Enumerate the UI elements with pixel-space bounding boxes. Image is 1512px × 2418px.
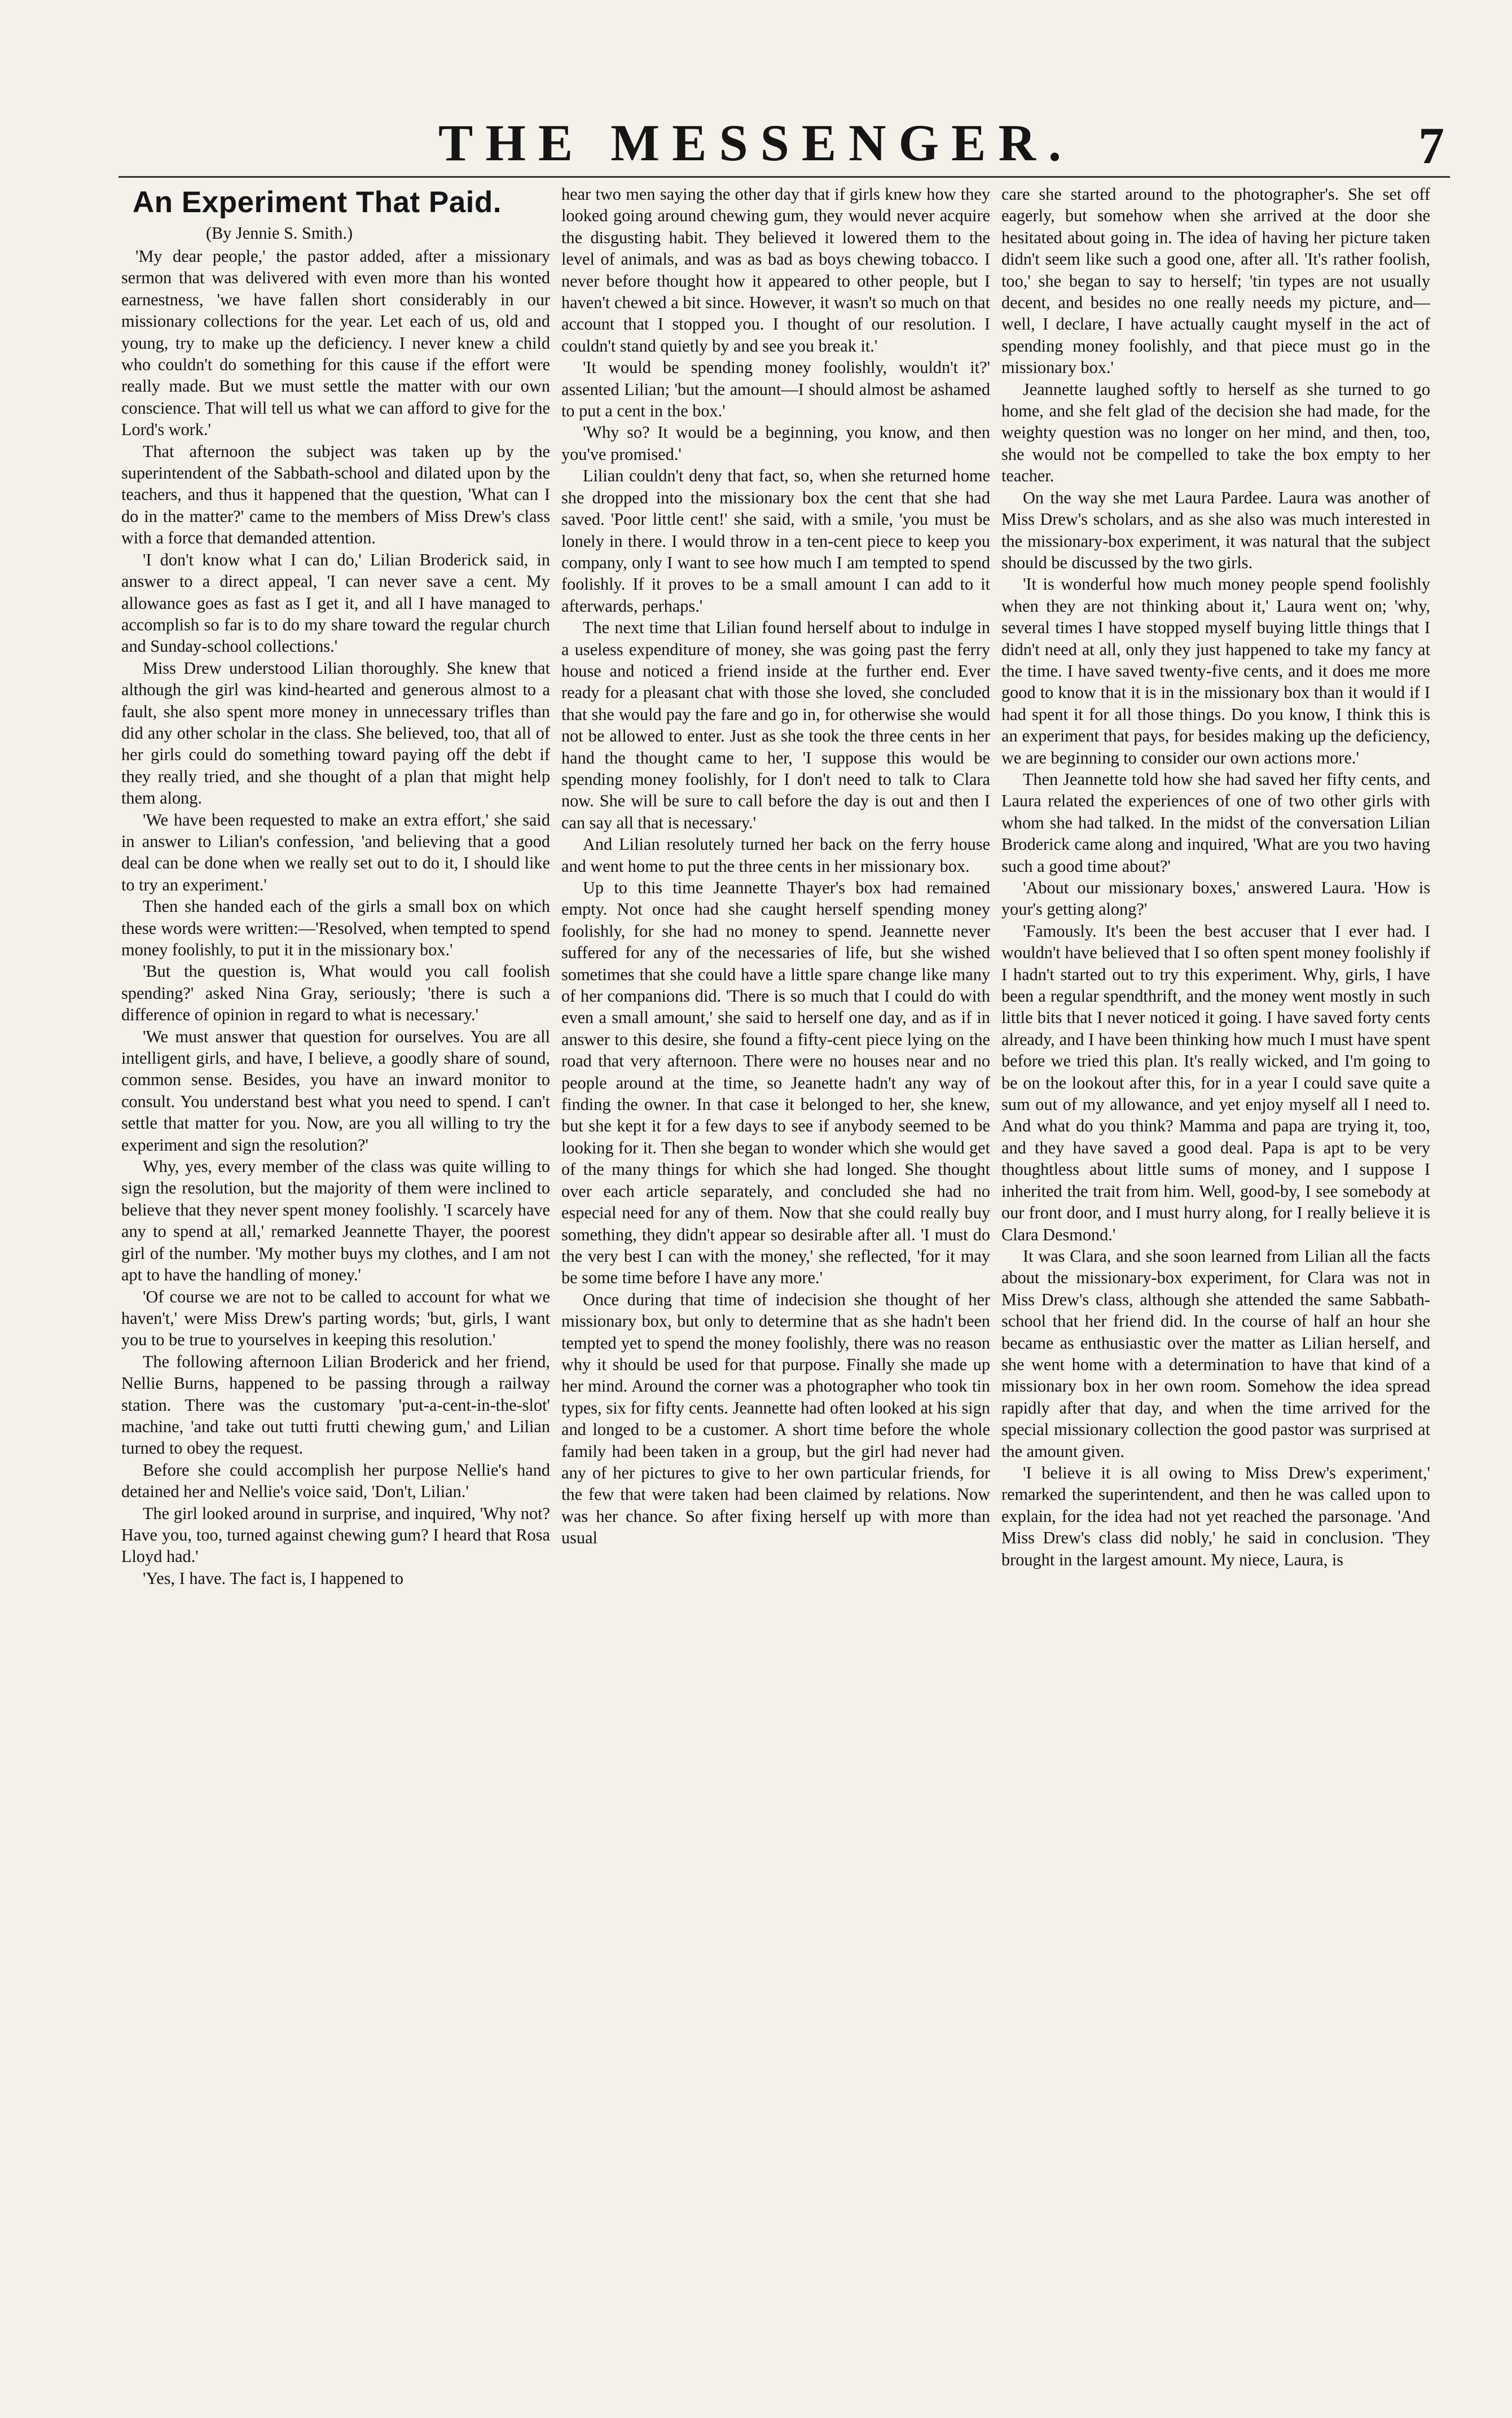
column-2 bbox=[561, 183, 990, 2398]
paragraph: Then she handed each of the girls a small box on which these words were written:—'Resolved, when tempted to spend money foolishly, to put it in the missionary box.' bbox=[121, 897, 550, 959]
paragraph: 'Why so? It would be a beginning, you know, and then you've promised.' bbox=[561, 423, 990, 464]
paragraph: hear two men saying the other day that if girls knew how they looked going around chewing gum, they would never acquire the disgusting habit. They believed it lowered them to the level of animals, and was as bad as boys chewing tobacco. I never before thought how it appeared to other people, but I haven't chewed a bit since. However, it wasn't so much on that account that I stopped you. I thought of our resolution. I couldn't stand quietly by and see you break it.' bbox=[561, 185, 990, 356]
paragraph: The next time that Lilian found herself about to indulge in a useless expenditure of money, she was going past the ferry house and noticed a friend inside at the further end. Ever ready for a pleasant chat with those she loved, she concluded that she would pay the fare and go in, for otherwise she would not be allowed to enter. Just as she took the three cents in her hand the thought came to her, 'I suppose this would be spending money foolishly, for I don't need to talk to Clara now. She will be sure to call before the day is out and then I can say all that is necessary.' bbox=[561, 618, 990, 832]
paragraph: 'My dear people,' the pastor added, after a missionary sermon that was delivered with even more than his wonted earnestness, 'we have fallen short considerably in our missionary collections for the year. Let each of us, old and young, try to make up the deficiency. I never knew a child who couldn't do something for this cause if the effort were really made. But we must settle the matter with our own conscience. That will tell us what we can afford to give for the Lord's work.' bbox=[121, 247, 550, 440]
paragraph: Lilian couldn't deny that fact, so, when she returned home she dropped into the missionary box the cent that she had saved. 'Poor little cent!' she said, with a smile, 'you must be lonely in there. I would throw in a ten-cent piece to keep you company, only I want to see how much I am tempted to spend foolishly. If it proves to be a small amount I can add to it afterwards, perhaps.' bbox=[561, 466, 990, 616]
paragraph: 'It is wonderful how much money people spend foolishly when they are not thinking about it,' Laura went on; 'why, several times I have stopped myself buying little things that I didn't need at all, only they just happened to take my fancy at the time. I have saved twenty-five cents, and it does me more good to know that it is in the missionary box than it would if I had spent it for all those things. Do you know, I think this is an experiment that pays, for besides making up the deficiency, we are beginning to consider our own actions more.' bbox=[1001, 574, 1430, 767]
paragraph: 'Famously. It's been the best accuser that I ever had. I wouldn't have believed that I so often spent money foolishly if I hadn't started out to try this experiment. Why, girls, I have been a regular spendthrift, and the money went mostly in such little bits that I never noticed it going. I have saved forty cents already, and I have been thinking how much I must have spent before we tried this plan. It's really wicked, and I'm going to be on the lookout after this, for in a year I could save quite a sum out of my allowance, and yet enjoy myself all I need to. And what do you think? Mamma and papa are trying it, too, and they have saved a good deal. Papa is apt to be very thoughtless about little sums of money, and I suppose I inherited the trait from him. Well, good-by, I see somebody at our front door, and I must hurry along, for I really believe it is Clara Desmond.' bbox=[1001, 921, 1430, 1244]
paragraph: 'I don't know what I can do,' Lilian Broderick said, in answer to a direct appeal, 'I can never save a cent. My allowance goes as fast as I get it, and all I have managed to accomplish so far is to do my share toward the regular church and Sunday-school collections.' bbox=[121, 550, 550, 656]
column-3 bbox=[1001, 183, 1430, 2398]
paragraph: Jeannette laughed softly to herself as she turned to go home, and she felt glad of the decision she had made, for the weighty question was no longer on her mind, and then, too, she would not be compelled to take the box empty to her teacher. bbox=[1001, 379, 1430, 486]
masthead-title: THE MESSENGER. bbox=[438, 114, 1074, 172]
paragraph: Why, yes, every member of the class was quite willing to sign the resolution, but the majority of them were inclined to believe that they never spent money foolishly. 'I scarcely have any to spend at all,' remarked Jeannette Thayer, the poorest girl of the number. 'My mother buys my clothes, and I am not apt to have the handling of money.' bbox=[121, 1157, 550, 1285]
article-title: An Experiment That Paid. bbox=[133, 186, 502, 219]
paragraph: Before she could accomplish her purpose Nellie's hand detained her and Nellie's voice said, 'Don't, Lilian.' bbox=[121, 1460, 550, 1502]
paragraph: It was Clara, and she soon learned from Lilian all the facts about the missionary-box experiment, for Clara was not in Miss Drew's class, although she attended the same Sabbath-school that her friend did. In the course of half an hour she became as enthusiastic over the matter as Lilian herself, and she went home with a determination to have that kind of a missionary box in her own room. Somehow the idea spread rapidly after that day, and when the time arrived for the special missionary collection the good pastor was surprised at the amount given. bbox=[1001, 1246, 1430, 1461]
paragraph: 'We must answer that question for ourselves. You are all intelligent girls, and have, I believe, a goodly share of sound, common sense. Besides, you have an inward monitor to consult. You understand best what you need to spend. I can't settle that matter for you. Now, are you all willing to try the experiment and sign the resolution?' bbox=[121, 1026, 550, 1155]
paragraph: Up to this time Jeannette Thayer's box had remained empty. Not once had she caught herself spending money foolishly, for she had no money to spend. Jeannette never suffered for any of the necessaries of life, but she wished sometimes that she could have a little spare change like many of her companions did. 'There is so much that I could do with even a small amount,' she said to herself one day, and as if in answer to this desire, she found a fifty-cent piece lying on the road that very afternoon. There were no houses near and no people around at the time, so Jeanette hadn't any way of finding the owner. In that case it belonged to her, she knew, but she kept it for a few days to see if anybody seemed to be looking for it. Then she began to wonder which she would get of the many things for which she had longed. She thought over each article separately, and concluded she had no especial need for any of them. Now that she could really buy something, they didn't appear so desirable after all. 'I must do the very best I can with the money,' she reflected, 'for it may be some time before I have any more.' bbox=[561, 878, 990, 1288]
paragraph: Once during that time of indecision she thought of her missionary box, but only to determine that as she hadn't been tempted yet to spend the money foolishly, there was no reason why it should be used for that purpose. Finally she made up her mind. Around the corner was a photographer who took tin types, six for fifty cents. Jeannette had often looked at his sign and longed to be a customer. A short time before the whole family had been taken in a group, but the girl had never had any of her pictures to give to her own particular friends, for the few that were taken had been claimed by relations. Now was her chance. So after fixing herself up with more than usual bbox=[561, 1289, 990, 1548]
header-rule bbox=[118, 176, 1450, 178]
paragraph: Miss Drew understood Lilian thoroughly. She knew that although the girl was kind-hearted and generous almost to a fault, she also spent more money in unnecessary trifles than did any other scholar in the class. She believed, too, that all of her girls could do something toward paying off the debt if they really tried, and she thought of a plan that might help them along. bbox=[121, 658, 550, 808]
paragraph: 'I believe it is all owing to Miss Drew's experiment,' remarked the superintendent, and then he was called upon to explain, for the idea had not yet reached the parsonage. 'And Miss Drew's class did nobly,' he said in conclusion. 'They brought in the largest amount. My niece, Laura, is bbox=[1001, 1463, 1430, 1569]
paragraph: 'But the question is, What would you call foolish spending?' asked Nina Gray, seriously; 'there is such a difference of opinion in regard to what is necessary.' bbox=[121, 962, 550, 1025]
paragraph: 'It would be spending money foolishly, wouldn't it?' assented Lilian; 'but the amount—I should almost be ashamed to put a cent in the box.' bbox=[561, 358, 990, 421]
paragraph: 'We have been requested to make an extra effort,' she said in answer to Lilian's confession, 'and believing that a good deal can be done when we really set out to do it, I should like to try an experiment.' bbox=[121, 810, 550, 894]
paragraph: 'Yes, I have. The fact is, I happened to bbox=[143, 1568, 404, 1588]
article-byline: (By Jennie S. Smith.) bbox=[206, 223, 353, 243]
column-1 bbox=[121, 183, 550, 2398]
paragraph: care she started around to the photographer's. She set off eagerly, but somehow when she arrived at the door she hesitated about going in. The idea of having her picture taken didn't seem like such a good one, after all. 'It's rather foolish, too,' she began to say to herself; 'tin types are not usually decent, and besides no one really needs my picture, and—well, I declare, I have actually caught myself in the act of spending money foolishly, and that piece must go in the missionary box.' bbox=[1001, 185, 1430, 378]
paragraph: The girl looked around in surprise, and inquired, 'Why not? Have you, too, turned against chewing gum? I heard that Rosa Lloyd had.' bbox=[121, 1503, 550, 1566]
paragraph: Then Jeannette told how she had saved her fifty cents, and Laura related the experiences of one of two other girls with whom she had talked. In the midst of the conversation Lilian Broderick came along and inquired, 'What are you two having such a good time about?' bbox=[1001, 769, 1430, 876]
paragraph: 'About our missionary boxes,' answered Laura. 'How is your's getting along?' bbox=[1001, 878, 1430, 919]
paragraph: The following afternoon Lilian Broderick and her friend, Nellie Burns, happened to be passing through a railway station. There was the customary 'put-a-cent-in-the-slot' machine, 'and take out tutti frutti chewing gum,' and Lilian turned to obey the request. bbox=[121, 1351, 550, 1458]
article-columns bbox=[121, 183, 1430, 2398]
page-number: 7 bbox=[1418, 117, 1444, 174]
paragraph: On the way she met Laura Pardee. Laura was another of Miss Drew's scholars, and as she also was much interested in the missionary-box experiment, it was natural that the subject should be discussed by the two girls. bbox=[1001, 488, 1430, 572]
paragraph: And Lilian resolutely turned her back on the ferry house and went home to put the three cents in her missionary box. bbox=[561, 835, 990, 876]
paragraph: That afternoon the subject was taken up by the superintendent of the Sabbath-school and dilated upon by the teachers, and thus it happened that the question, 'What can I do in the matter?' came to the members of Miss Drew's class with a force that demanded attention. bbox=[121, 441, 550, 548]
paragraph: 'Of course we are not to be called to account for what we haven't,' were Miss Drew's parting words; 'but, girls, I want you to be true to yourselves in keeping this resolution.' bbox=[121, 1287, 550, 1350]
